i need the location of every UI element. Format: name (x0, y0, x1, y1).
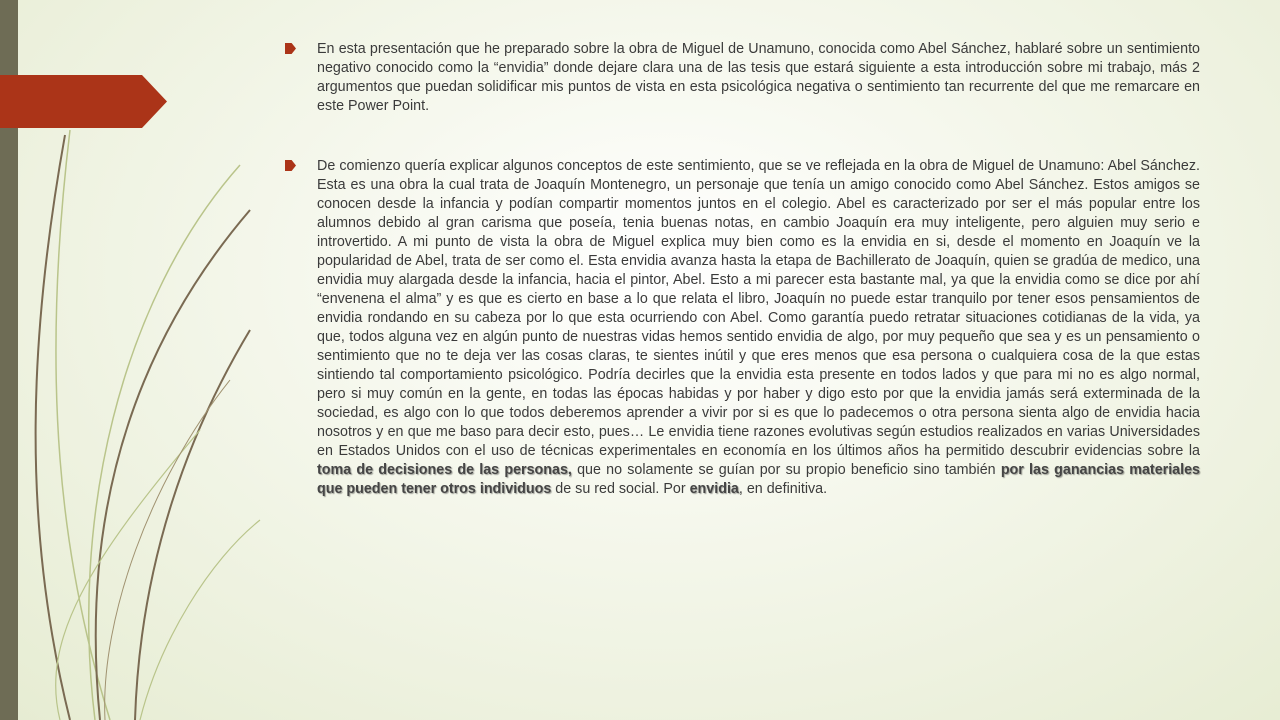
text-segment: que no solamente se guían por su propio beneficio sino también (571, 462, 1001, 478)
curve-line (56, 430, 200, 720)
curve-line (135, 330, 250, 720)
arrow-bullet-icon (285, 43, 296, 54)
bold-phrase: toma de decisiones de las personas, (317, 462, 572, 478)
bold-phrase: envidia (689, 481, 739, 497)
curve-line (105, 380, 230, 720)
bold-phrase: por las ganancias materiales que pueden tener otros individuos (317, 462, 1201, 497)
bullet-item (285, 40, 1200, 116)
text-segment: De comienzo quería explicar algunos conceptos de este sentimiento, que se ve reflejada en la obra de Miguel de Unamuno: Abel Sánchez. Esta es una obra la cual trata de Joaquín Montenegro, un personaje que tenía un amigo conocido como Abel Sánchez. Estos amigos se conocen desde la infancia y podían compartir momentos juntos en el colegio. Abel es caracterizado por ser el más popular entre los alumnos debido al gran carisma que poseía, tenia buenas notas, en cambio Joaquín era muy inteligente, pero alguien muy serio e introvertido. A mi punto de vista la obra de Miguel explica muy bien como es la envidia en si, desde el momento en Joaquín ve la popularidad de Abel, trata de ser como el. Esta envidia avanza hasta la etapa de Bachillerato de Joaquín, quien se gradúa de medico, una envidia muy alargada desde la infancia, hacia el pintor, Abel. Esto a mi parecer esta bastante mal, ya que la envidia como se dice por ahí “envenena el alma” y es que es cierto en base a lo que relata el libro, Joaquín no puede estar tranquilo por tener esos pensamientos de envidia rondando en su cabeza por lo que esta ocurriendo con Abel. Como garantía puedo retratar situaciones cotidianas de la vida, ya que, todos alguna vez en algún punto de nuestras vidas hemos sentido envidia de algo, por muy pequeño que sea y es un pensamiento o sentimiento que no te deja ver las cosas claras, te sientes inútil y que eres menos que esa persona o cualquiera cosa de la que estas sintiendo tal comportamiento psicológico. Podría decirles que la envidia esta presente en todos lados y que para mi no es algo normal, pero si muy común en la gente, en todas las épocas habidas y por haber y digo esto por que la envidia jamás será exterminada de la sociedad, es algo con lo que todos deberemos aprender a vivir por si es que lo padecemos o otra persona sienta algo de envidia hacia nosotros y en que me baso para decir esto, pues… Le envidia tiene razones evolutivas según estudios realizados en varias Universidades en Estados Unidos con el uso de técnicas experimentales en economía en los últimos años ha permitido descubrir evidencias sobre la (317, 158, 1200, 459)
curve-line (96, 210, 250, 720)
bullet-text-body (317, 157, 1200, 499)
bullet-item (285, 157, 1200, 499)
curve-line (56, 130, 110, 720)
text-segment: de su red social. Por (551, 481, 690, 497)
arrow-bullet-icon (285, 160, 296, 171)
bullet-text-intro: En esta presentación que he preparado sobre la obra de Miguel de Unamuno, conocida como Abel Sánchez, hablaré sobre un sentimiento negativo conocido como la “envidia” donde dejare clara una de las tesis que estará siguiente a esta introducción sobre mi trabajo, más 2 argumentos que puedan solidificar mis puntos de vista en esta psicológica negativa o sentimiento tan recurrente del que me remarcare en este Power Point. (317, 41, 1200, 114)
arrow-tab (0, 75, 167, 128)
bullet-list (285, 40, 1200, 499)
text-segment: , en definitiva. (738, 481, 828, 497)
